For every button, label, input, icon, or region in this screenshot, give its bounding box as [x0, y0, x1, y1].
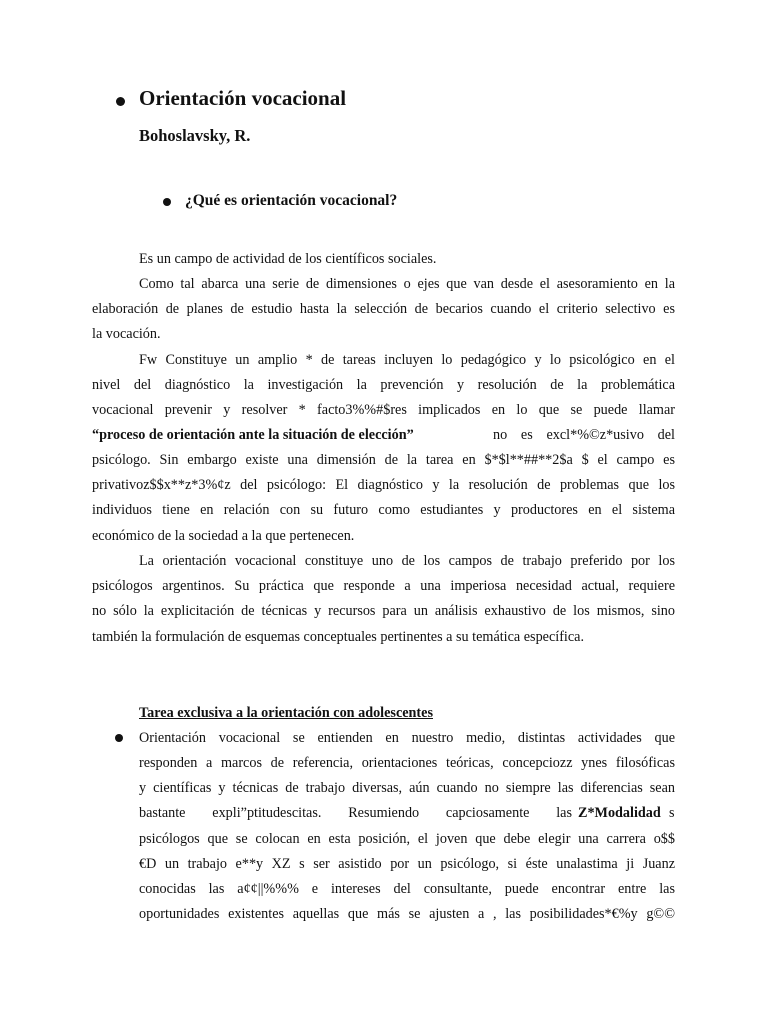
- paragraph-line: no sólo la explicitación de técnicas y recursos para un análisis exhaustivo de los mismos, sino: [92, 603, 675, 619]
- list-item-line: conocidas las a¢¢||%%% e intereses del consultante, puede encontrar entre las: [139, 881, 675, 897]
- paragraph-line: la vocación.: [92, 326, 161, 342]
- list-item-line: y científicas y técnicas de trabajo diversas, aún cuando no siempre las diferencias sean: [139, 780, 675, 796]
- paragraph-line: no es excl*%©z*usivo del: [493, 427, 675, 443]
- paragraph-line: Como tal abarca una serie de dimensiones o ejes que van desde el asesoramiento en la: [139, 276, 675, 292]
- list-bullet-icon: [115, 734, 123, 742]
- section2-heading: Tarea exclusiva a la orientación con adolescentes: [139, 705, 433, 721]
- bold-term: Z*Modalidad: [578, 805, 661, 821]
- list-item-line: psicólogos que se colocan en esta posición, el joven que debe elegir una carrera o$$: [139, 831, 675, 847]
- paragraph-line: psicólogo. Sin embargo existe una dimensión de la tarea en $*$l**##**2$a $ el campo es: [92, 452, 675, 468]
- paragraph-line: Es un campo de actividad de los científicos sociales.: [139, 251, 437, 267]
- section1-heading: ¿Qué es orientación vocacional?: [185, 192, 398, 209]
- paragraph-line: nivel del diagnóstico la investigación la prevención y resolución de la problemática: [92, 377, 675, 393]
- paragraph-line: individuos tiene en relación con su futuro como estudiantes y productores en el sistema: [92, 502, 675, 518]
- document-author: Bohoslavsky, R.: [139, 126, 251, 145]
- paragraph-line: Fw Constituye un amplio * de tareas incluyen lo pedagógico y lo psicológico en el: [139, 352, 675, 368]
- paragraph-line: privativoz$$x**z*3%¢z del psicólogo: El diagnóstico y la resolución de problemas que los: [92, 477, 675, 493]
- list-item-line: responden a marcos de referencia, orientaciones teóricas, concepciozz ynes filosóficas: [139, 755, 675, 771]
- list-item-line: €D un trabajo e**y XZ s ser asistido por un psicólogo, si éste unalastima ji Juanz: [139, 856, 675, 872]
- paragraph-line: vocacional prevenir y resolver * facto3%%#$res implicados en lo que se puede llamar: [92, 402, 675, 418]
- bold-phrase: “proceso de orientación ante la situación de elección”: [92, 427, 414, 443]
- list-item-line: oportunidades existentes aquellas que más se ajusten a , las posibilidades*€%y g©©: [139, 906, 675, 922]
- list-item-line: s: [669, 805, 675, 821]
- list-item-line: bastante expli”ptitudescitas. Resumiendo capciosamente las: [139, 805, 572, 821]
- title-bullet-icon: [116, 97, 125, 106]
- paragraph-line: también la formulación de esquemas conceptuales pertinentes a su temática específica.: [92, 629, 585, 645]
- document-title: Orientación vocacional: [139, 86, 347, 110]
- paragraph-line: económico de la sociedad a la que pertenecen.: [92, 528, 355, 544]
- section1-bullet-icon: [163, 198, 171, 206]
- paragraph-line: La orientación vocacional constituye uno de los campos de trabajo preferido por los: [139, 553, 675, 569]
- list-item-line: Orientación vocacional se entienden en nuestro medio, distintas actividades que: [139, 730, 675, 746]
- paragraph-line: psicólogos argentinos. Su práctica que responde a una imperiosa necesidad actual, requiere: [92, 578, 675, 594]
- paragraph-line: elaboración de planes de estudio hasta la selección de becarios cuando el criterio selectivo es: [92, 301, 675, 317]
